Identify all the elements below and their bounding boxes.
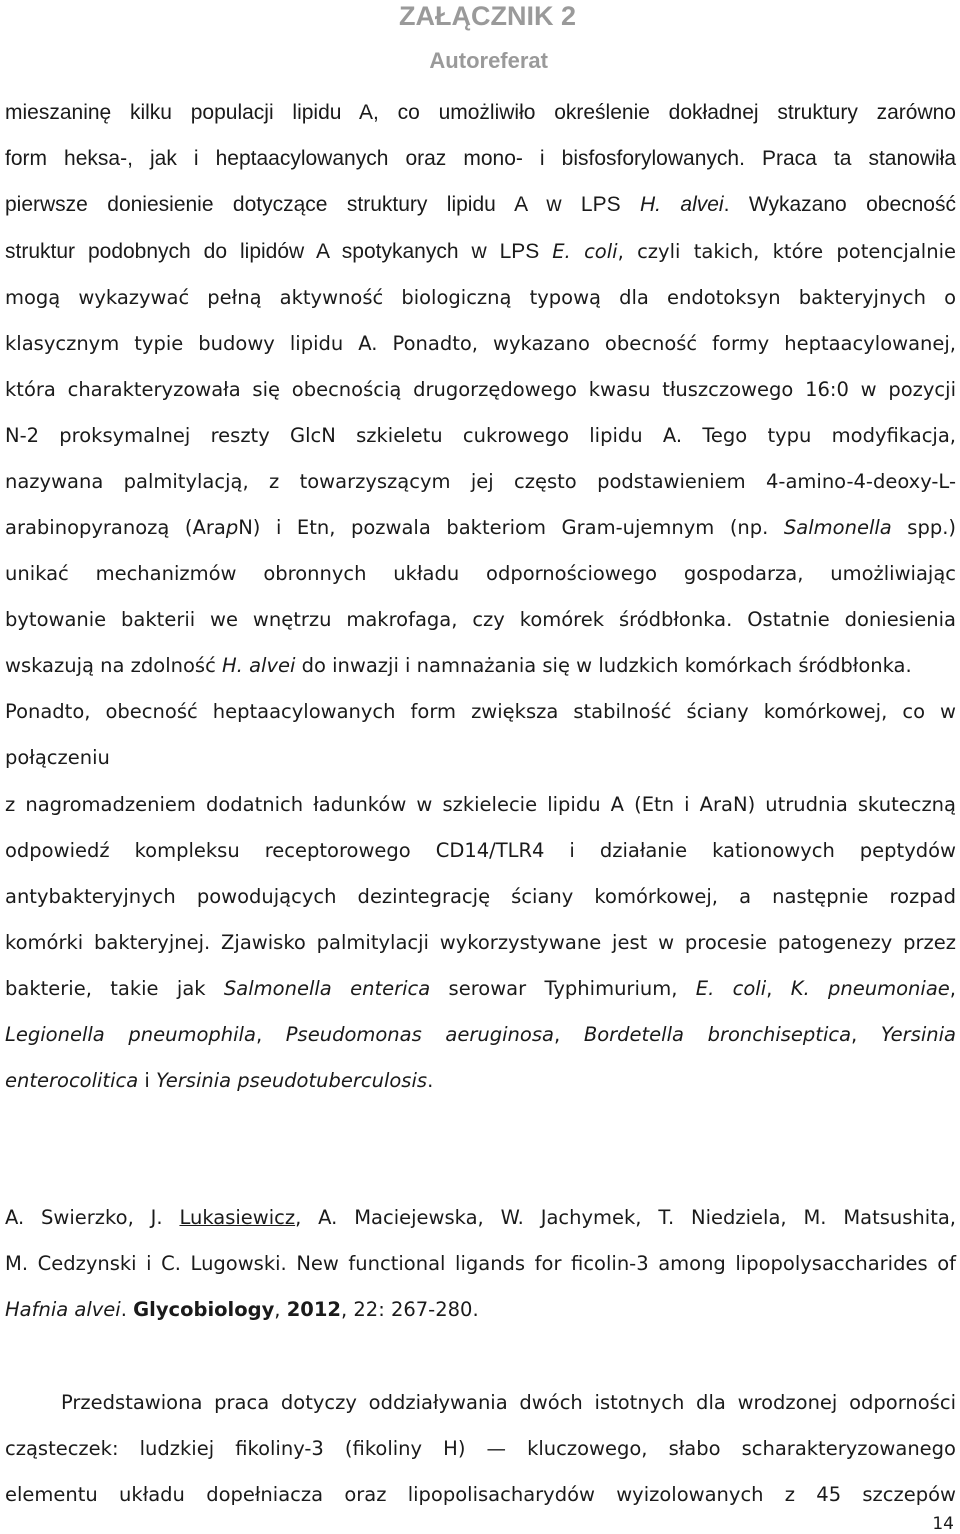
text-line: mogą wykazywać pełną aktywność biologiczną typową dla endotoksyn bakteryjnych o (5, 286, 956, 309)
reference-line: A. Swierzko, J. Lukasiewicz, A. Maciejewska, W. Jachymek, T. Niedziela, M. Matsushita, (5, 1206, 957, 1229)
text-line: nazywana palmitylacją, z towarzyszącym jej często podstawieniem 4-amino-4-deoxy-L- (5, 470, 956, 493)
reference-line: Hafnia alvei. Glycobiology, 2012, 22: 267-280. (5, 1298, 479, 1321)
text-line: bakterie, takie jak Salmonella enterica serowar Typhimurium, E. coli, K. pneumoniae, (5, 977, 956, 1000)
text-line: unikać mechanizmów obronnych układu odpornościowego gospodarza, umożliwiając (5, 562, 956, 585)
text-line: z nagromadzeniem dodatnich ładunków w szkielecie lipidu A (Etn i AraN) utrudnia skuteczną (5, 793, 956, 816)
text-line: Ponadto, obecność heptaacylowanych form zwiększa stabilność ściany komórkowej, co w (5, 700, 956, 723)
text-line: Przedstawiona praca dotyczy oddziaływania dwóch istotnych dla wrodzonej odporności (61, 1391, 956, 1414)
text-line: elementu układu dopełniacza oraz lipopolisacharydów wyizolowanych z 45 szczepów (5, 1483, 956, 1506)
text-line: pierwsze doniesienie dotyczące struktury lipidu A w LPS H. alvei. Wykazano obecność (5, 193, 956, 216)
text-line: N-2 proksymalnej reszty GlcN szkieletu cukrowego lipidu A. Tego typu modyfikacja, (5, 424, 956, 447)
text-line: bytowanie bakterii we wnętrzu makrofaga, czy komórek śródbłonka. Ostatnie doniesienia (5, 608, 956, 631)
text-line: połączeniu (5, 746, 110, 769)
text-line: klasycznym typie budowy lipidu A. Ponadto, wykazano obecność formy heptaacylowanej, (5, 332, 956, 355)
text-line: form heksa-, jak i heptaacylowanych oraz mono- i bisfosforylowanych. Praca ta stanowiła (5, 147, 956, 170)
header-title: ZAŁĄCZNIK 2 (399, 1, 576, 31)
text-line: arabinopyranozą (ArapN) i Etn, pozwala bakteriom Gram-ujemnym (np. Salmonella spp.) (5, 516, 956, 539)
text-line: Legionella pneumophila, Pseudomonas aeruginosa, Bordetella bronchiseptica, Yersinia (5, 1023, 956, 1046)
reference-line: M. Cedzynski i C. Lugowski. New functional ligands for ficolin-3 among lipopolysaccharides of (5, 1252, 956, 1275)
text-line: która charakteryzowała się obecnością drugorzędowego kwasu tłuszczowego 16:0 w pozycji (5, 378, 956, 401)
text-line: mieszaninę kilku populacji lipidu A, co umożliwiło określenie dokładnej struktury zarówno (5, 101, 956, 124)
text-line: antybakteryjnych powodujących dezintegrację ściany komórkowej, a następnie rozpad (5, 885, 956, 908)
author-link[interactable]: Lukasiewicz (179, 1206, 296, 1229)
header-subtitle: Autoreferat (429, 48, 548, 73)
text-line: komórki bakteryjnej. Zjawisko palmitylacji wykorzystywane jest w procesie patogenezy przez (5, 931, 956, 954)
text-line: wskazują na zdolność H. alvei do inwazji i namnażania się w ludzkich komórkach śródbłonka. (5, 654, 912, 677)
text-line: odpowiedź kompleksu receptorowego CD14/TLR4 i działanie kationowych peptydów (5, 839, 956, 862)
text-line: cząsteczek: ludzkiej fikoliny-3 (fikoliny H) — kluczowego, słabo scharakteryzowanego (5, 1437, 956, 1460)
text-line: struktur podobnych do lipidów A spotykanych w LPS E. coli, czyli takich, które potencjalnie (5, 240, 956, 263)
page-number: 14 (932, 1514, 954, 1534)
text-line: enterocolitica i Yersinia pseudotuberculosis. (5, 1069, 434, 1092)
